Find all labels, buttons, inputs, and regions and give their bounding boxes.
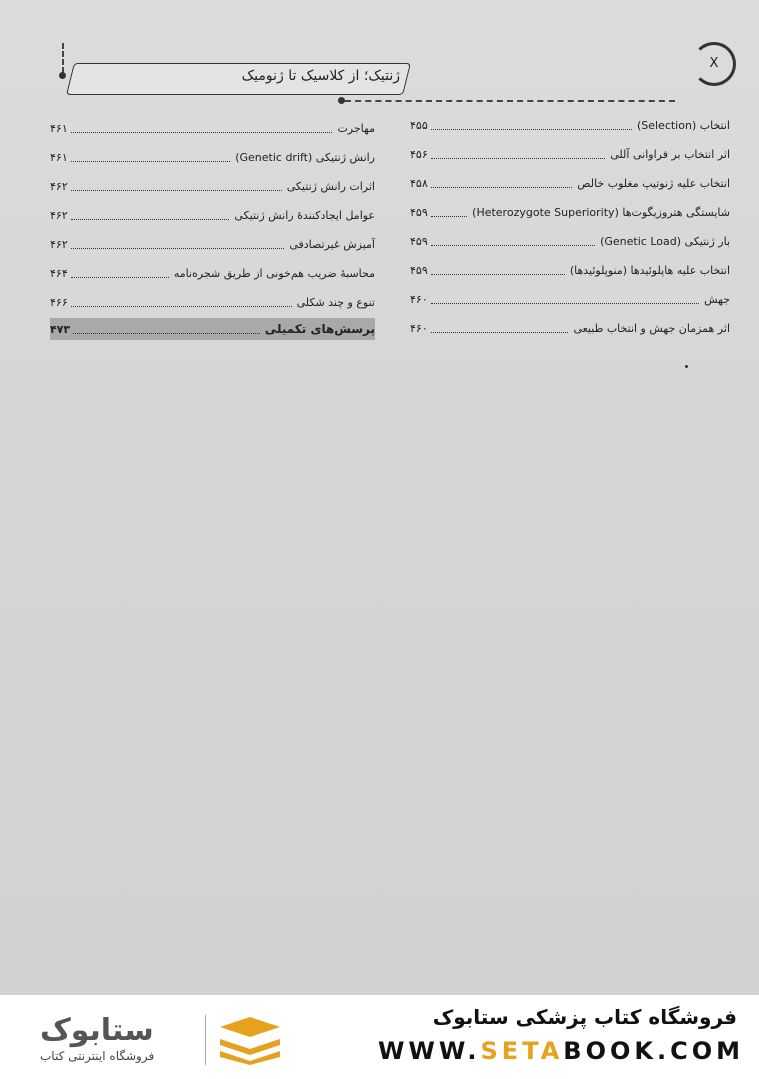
toc-entry [410, 173, 730, 193]
toc-entry-page: ۴۵۹ [410, 234, 428, 248]
toc-leader-dots [71, 268, 169, 278]
toc-entry [50, 234, 375, 254]
store-footer [0, 995, 759, 1079]
toc-entry-page: ۴۶۰ [410, 292, 428, 306]
toc-entry-label: محاسبهٔ ضریب هم‌خونی از طریق شجره‌نامه [173, 266, 375, 280]
logo-subtitle: فروشگاه اینترنتی کتاب [40, 1049, 155, 1063]
toc-entry-label: اثر انتخاب بر فراوانی آللی [610, 147, 730, 161]
toc-leader-dots [431, 294, 699, 304]
toc-entry-label: انتخاب علیه هاپلوئیدها (منوپلوئیدها) [569, 263, 730, 277]
toc-entry-label: جهش [704, 292, 730, 306]
toc-entry-page: ۴۶۲ [50, 208, 68, 222]
toc-left-column [50, 118, 375, 338]
toc-entry-label: تنوع و چند شکلی [296, 295, 375, 309]
toc-entry-page: ۴۵۸ [410, 176, 428, 190]
toc-leader-dots [71, 239, 285, 249]
toc-entry-label: اثر همزمان جهش و انتخاب طبیعی [573, 321, 730, 335]
header-dashed-line-vertical [62, 43, 64, 73]
book-title: ژنتیک؛ از کلاسیک تا ژنومیک [241, 68, 400, 84]
url-prefix: WWW. [377, 1037, 481, 1065]
toc-entry-label: پرسش‌های تکمیلی [264, 322, 375, 336]
toc-entry [50, 118, 375, 138]
toc-entry [410, 115, 730, 135]
toc-entry-page: ۴۶۲ [50, 237, 68, 251]
toc-entry-label: بار ژنتیکی (Genetic Load) [600, 234, 730, 248]
toc-entry-label: انتخاب علیه ژنوتیپ مغلوب خالص [577, 176, 730, 190]
toc-leader-dots [431, 207, 467, 217]
toc-entry [410, 231, 730, 251]
store-name: فروشگاه کتاب پزشکی ستابوک [432, 1005, 737, 1029]
toc-entry-page: ۴۵۹ [410, 263, 428, 277]
toc-entry [50, 292, 375, 312]
toc-entry-page: ۴۶۱ [50, 121, 68, 135]
toc-entry [410, 318, 730, 338]
toc-leader-dots [431, 265, 565, 275]
toc-entry-label: اثرات رانش ژنتیکی [286, 179, 375, 193]
toc-entry-page: ۴۶۲ [50, 179, 68, 193]
logo-text: ستابوک [40, 1013, 154, 1048]
stack-logo-icon [215, 1015, 285, 1065]
toc-entry [410, 202, 730, 222]
toc-leader-dots [431, 323, 569, 333]
toc-entry-highlighted [50, 318, 375, 340]
toc-entry-label: آمیزش غیرتصادفی [289, 237, 375, 251]
url-accent: SETA [480, 1037, 564, 1065]
toc-entry-label: شایستگی هتروزیگوت‌ها (Heterozygote Superiority) [472, 205, 730, 219]
toc-entry-label: رانش ژنتیکی (Genetic drift) [235, 150, 375, 164]
page-number: X [692, 42, 736, 86]
toc-leader-dots [71, 210, 230, 220]
toc-entry-page: ۴۵۹ [410, 205, 428, 219]
logo-separator [205, 1015, 206, 1065]
toc-leader-dots [71, 152, 230, 162]
url-suffix: BOOK.COM [563, 1037, 744, 1065]
print-speck [685, 365, 688, 368]
store-url[interactable] [378, 1037, 744, 1065]
header-dashed-line-horizontal [345, 100, 675, 102]
toc-entry [50, 176, 375, 196]
toc-entry-page: ۴۶۴ [50, 266, 68, 280]
toc-entry-label: مهاجرت [337, 121, 375, 135]
toc-leader-dots [71, 123, 333, 133]
toc-entry [50, 205, 375, 225]
toc-entry [50, 147, 375, 167]
toc-entry [410, 260, 730, 280]
toc-entry-page: ۴۶۱ [50, 150, 68, 164]
toc-leader-dots [73, 324, 260, 334]
toc-leader-dots [71, 181, 282, 191]
header-dot-right [338, 97, 345, 104]
toc-entry-page: ۴۵۵ [410, 118, 428, 132]
toc-entry [50, 263, 375, 283]
header-dot-left [59, 72, 66, 79]
toc-entry-page: ۴۷۳ [50, 322, 71, 336]
toc-entry [410, 289, 730, 309]
toc-leader-dots [431, 178, 573, 188]
toc-entry-page: ۴۶۶ [50, 295, 68, 309]
toc-entry-label: عوامل ایجادکنندهٔ رانش ژنتیکی [234, 208, 375, 222]
toc-entry-page: ۴۵۶ [410, 147, 428, 161]
toc-leader-dots [71, 297, 292, 307]
toc-leader-dots [431, 120, 632, 130]
toc-leader-dots [431, 149, 606, 159]
toc-leader-dots [431, 236, 595, 246]
toc-entry-page: ۴۶۰ [410, 321, 428, 335]
toc-entry-label: انتخاب (Selection) [636, 118, 730, 132]
toc-right-column [410, 115, 730, 335]
toc-entry [410, 144, 730, 164]
